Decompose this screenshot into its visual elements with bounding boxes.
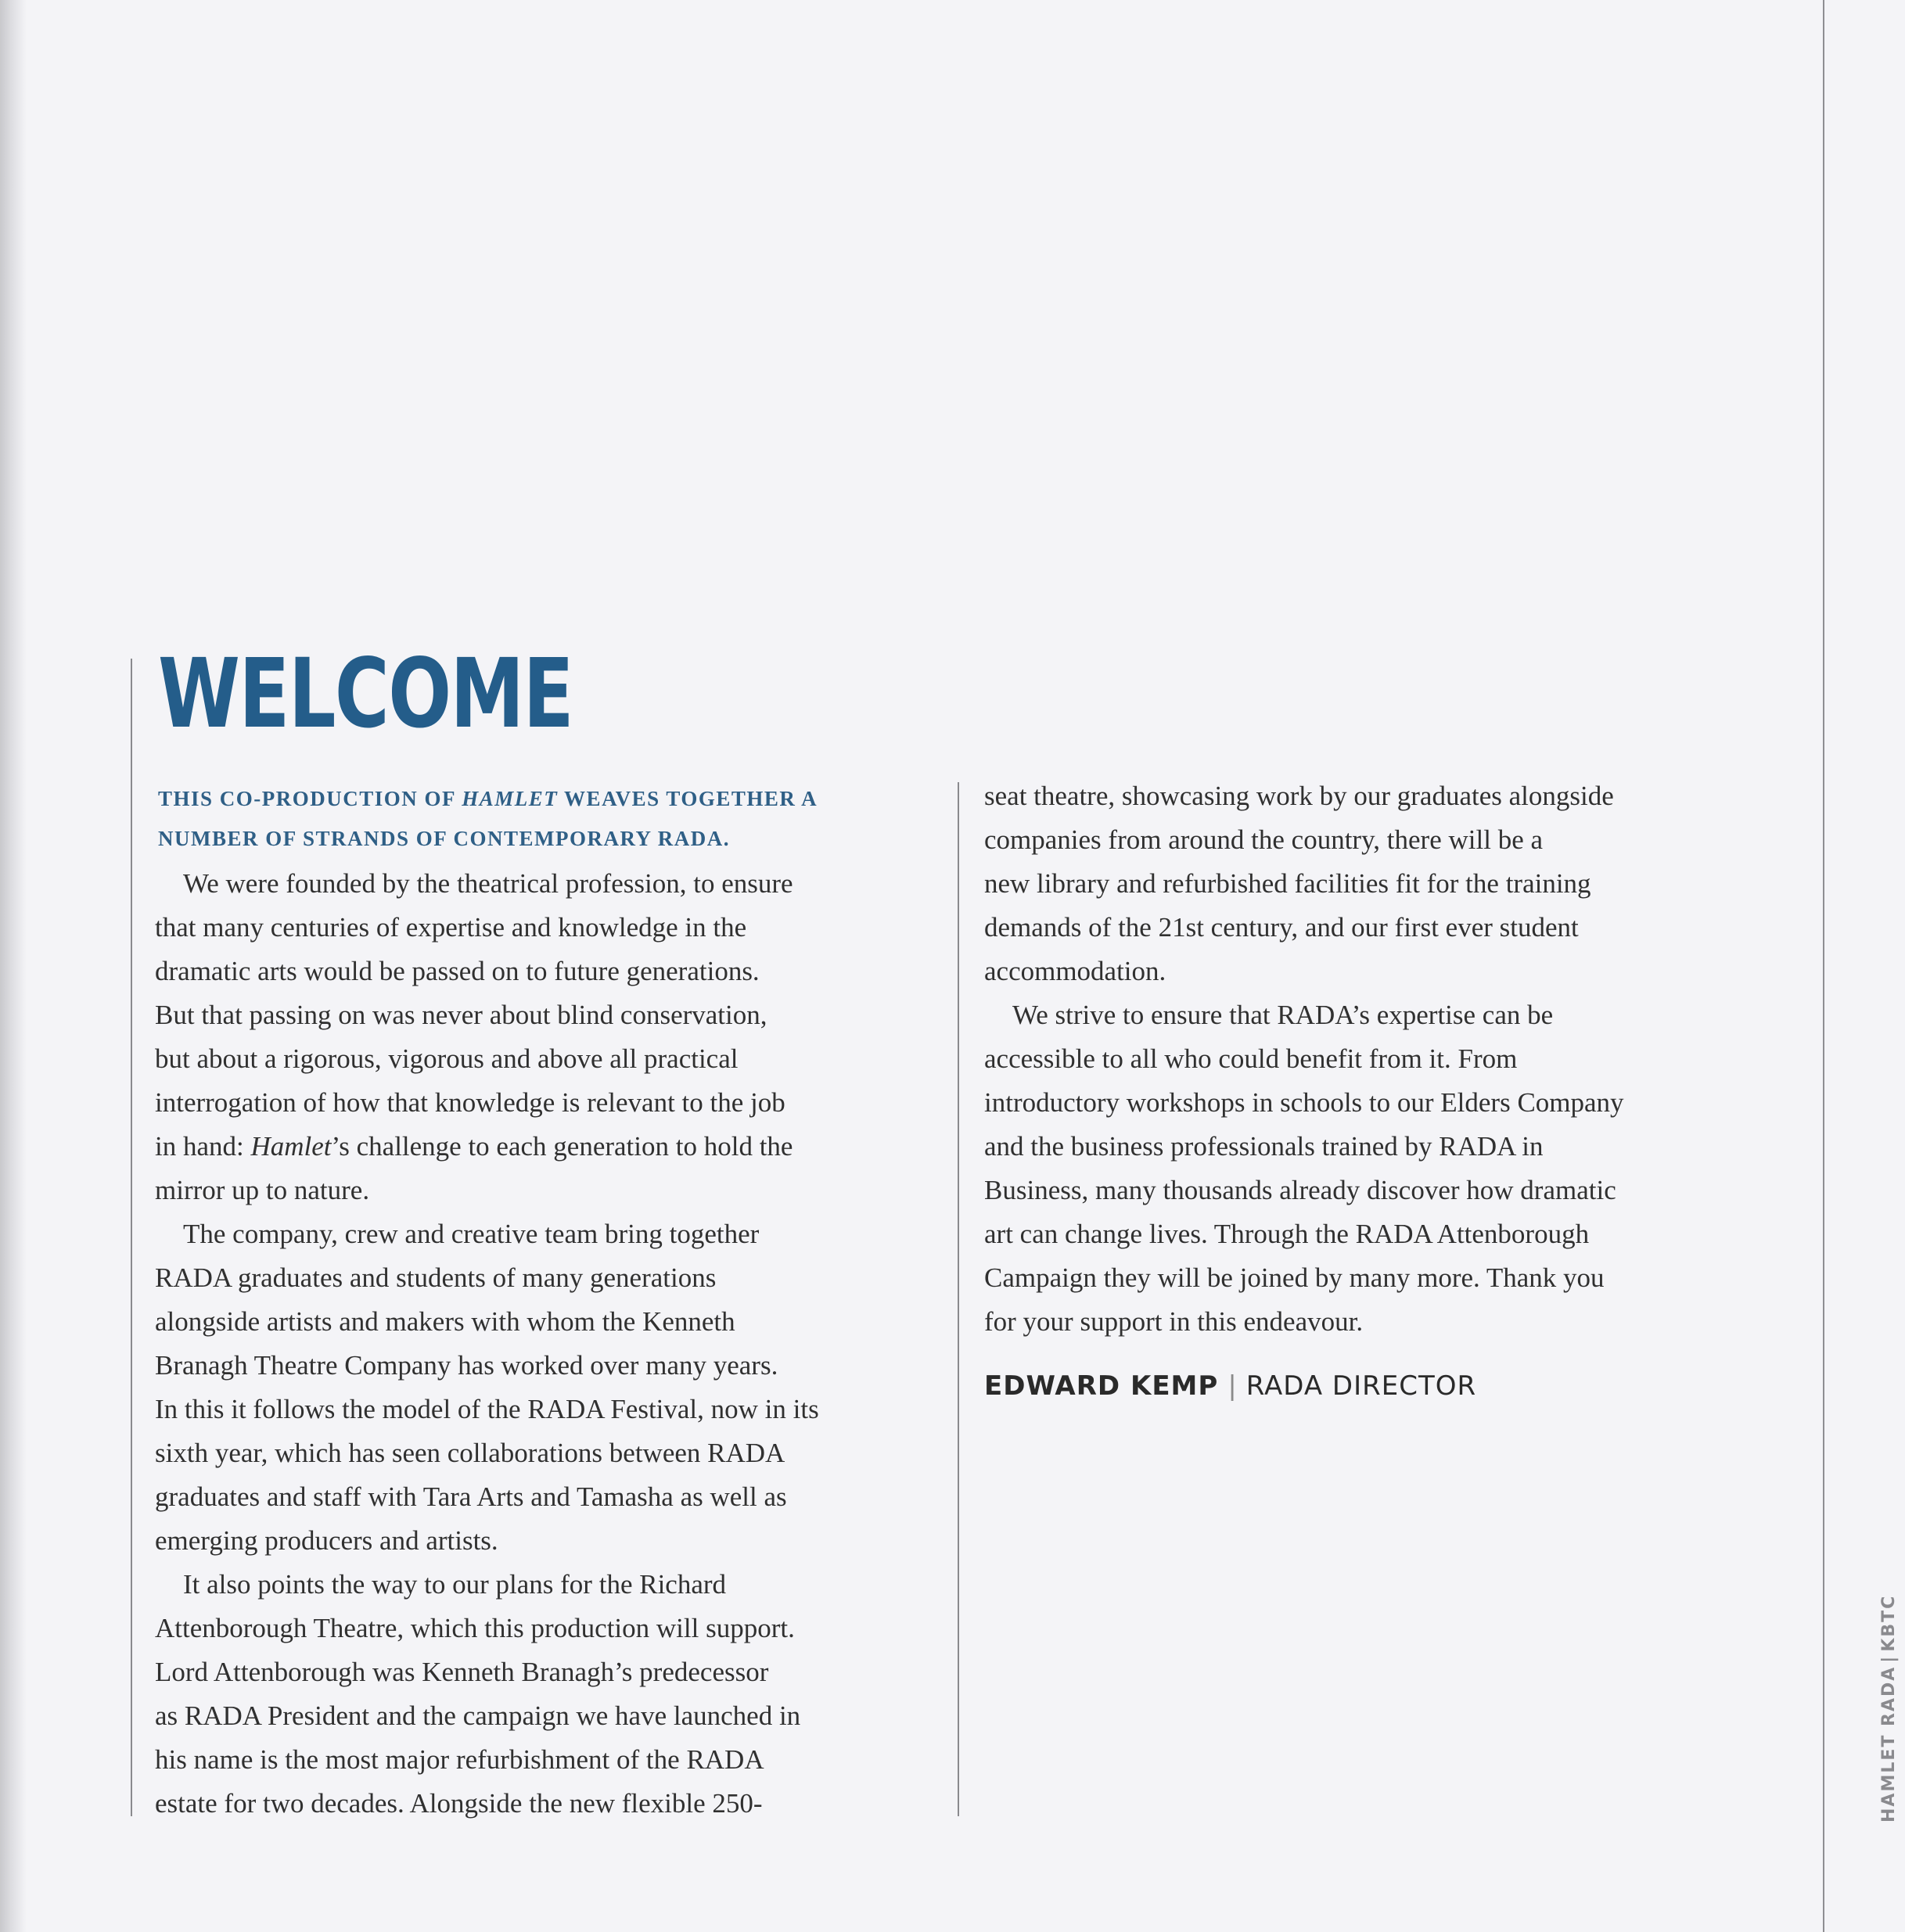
text-line: alongside artists and makers with whom the Kenneth [155,1306,735,1337]
text-line: estate for two decades. Alongside the new flexible 250- [155,1788,763,1819]
left-margin-rule [131,659,132,1816]
text-line: seat theatre, showcasing work by our graduates alongside [984,781,1614,811]
paragraph-3 [155,1563,922,1826]
text-line: as RADA President and the campaign we have launched in [155,1700,801,1731]
text-line: sixth year, which has seen collaborations between RADA [155,1438,785,1468]
intro-text: THIS CO-PRODUCTION OF [158,787,462,810]
intro-text: WEAVES TOGETHER A [558,787,818,810]
text-line: new library and refurbished facilities fit for the training [984,868,1591,899]
text-line: his name is the most major refurbishment of the RADA [155,1744,764,1775]
text-line: emerging producers and artists. [155,1525,498,1556]
text-line: Lord Attenborough was Kenneth Branagh’s predecessor [155,1657,769,1687]
intro-line-1 [158,779,940,819]
binding-shadow [0,0,27,1932]
text-line: demands of the 21st century, and our first ever student [984,912,1579,943]
running-footer [1879,1595,1899,1822]
running-footer-separator: | [1879,1654,1899,1663]
text-line: graduates and staff with Tara Arts and Tamasha as well as [155,1481,787,1512]
text-fragment: in hand: [155,1131,251,1162]
text-line [155,1125,922,1169]
italic-title: Hamlet [250,1131,332,1162]
text-line: that many centuries of expertise and knowledge in the [155,912,747,943]
text-line: Branagh Theatre Company has worked over many years. [155,1350,778,1381]
text-line: But that passing on was never about blind conservation, [155,1000,767,1030]
text-line: interrogation of how that knowledge is relevant to the job [155,1087,785,1118]
right-column [984,774,1751,1344]
text-line: accessible to all who could benefit from it. From [984,1043,1518,1074]
paragraph-3-continued [984,774,1751,993]
text-line: but about a rigorous, vigorous and above all practical [155,1043,739,1074]
paragraph-4 [984,993,1751,1344]
page-title: WELCOME [158,638,573,749]
text-line: In this it follows the model of the RADA Festival, now in its [155,1394,819,1424]
text-line: art can change lives. Through the RADA Attenborough [984,1219,1590,1249]
left-column [155,862,922,1826]
text-line: accommodation. [984,956,1166,986]
text-line: The company, crew and creative team bring together [183,1219,760,1249]
text-line: We strive to ensure that RADA’s expertise can be [1012,1000,1554,1030]
signature-separator: | [1227,1370,1237,1402]
text-line: and the business professionals trained by RADA in [984,1131,1544,1162]
text-line: dramatic arts would be passed on to future generations. [155,956,760,986]
signature-name: EDWARD KEMP [984,1370,1219,1402]
signature-role: RADA DIRECTOR [1245,1370,1477,1402]
intro-italic-title: HAMLET [462,787,559,810]
text-line: companies from around the country, there will be a [984,824,1544,855]
text-line: mirror up to nature. [155,1175,370,1205]
text-line: It also points the way to our plans for the Richard [183,1569,727,1600]
text-line: RADA graduates and students of many generations [155,1262,717,1293]
running-footer-left: HAMLET RADA [1879,1665,1899,1822]
text-line: Business, many thousands already discover how dramatic [984,1175,1616,1205]
text-line: We were founded by the theatrical profession, to ensure [183,868,793,899]
signature [984,1367,1476,1405]
running-footer-right: KBTC [1879,1594,1899,1652]
intro-standfirst [158,779,940,859]
text-line: introductory workshops in schools to our Elders Company [984,1087,1624,1118]
column-divider-rule [958,782,959,1816]
intro-line-2: NUMBER OF STRANDS OF CONTEMPORARY RADA. [158,827,731,850]
text-line: for your support in this endeavour. [984,1306,1364,1337]
text-fragment: ’s challenge to each generation to hold the [331,1131,793,1162]
text-line: Attenborough Theatre, which this production will support. [155,1613,795,1643]
page-edge-rule [1823,0,1824,1932]
text-line: Campaign they will be joined by many more. Thank you [984,1262,1605,1293]
paragraph-2 [155,1212,922,1563]
paragraph-1 [155,862,922,1212]
